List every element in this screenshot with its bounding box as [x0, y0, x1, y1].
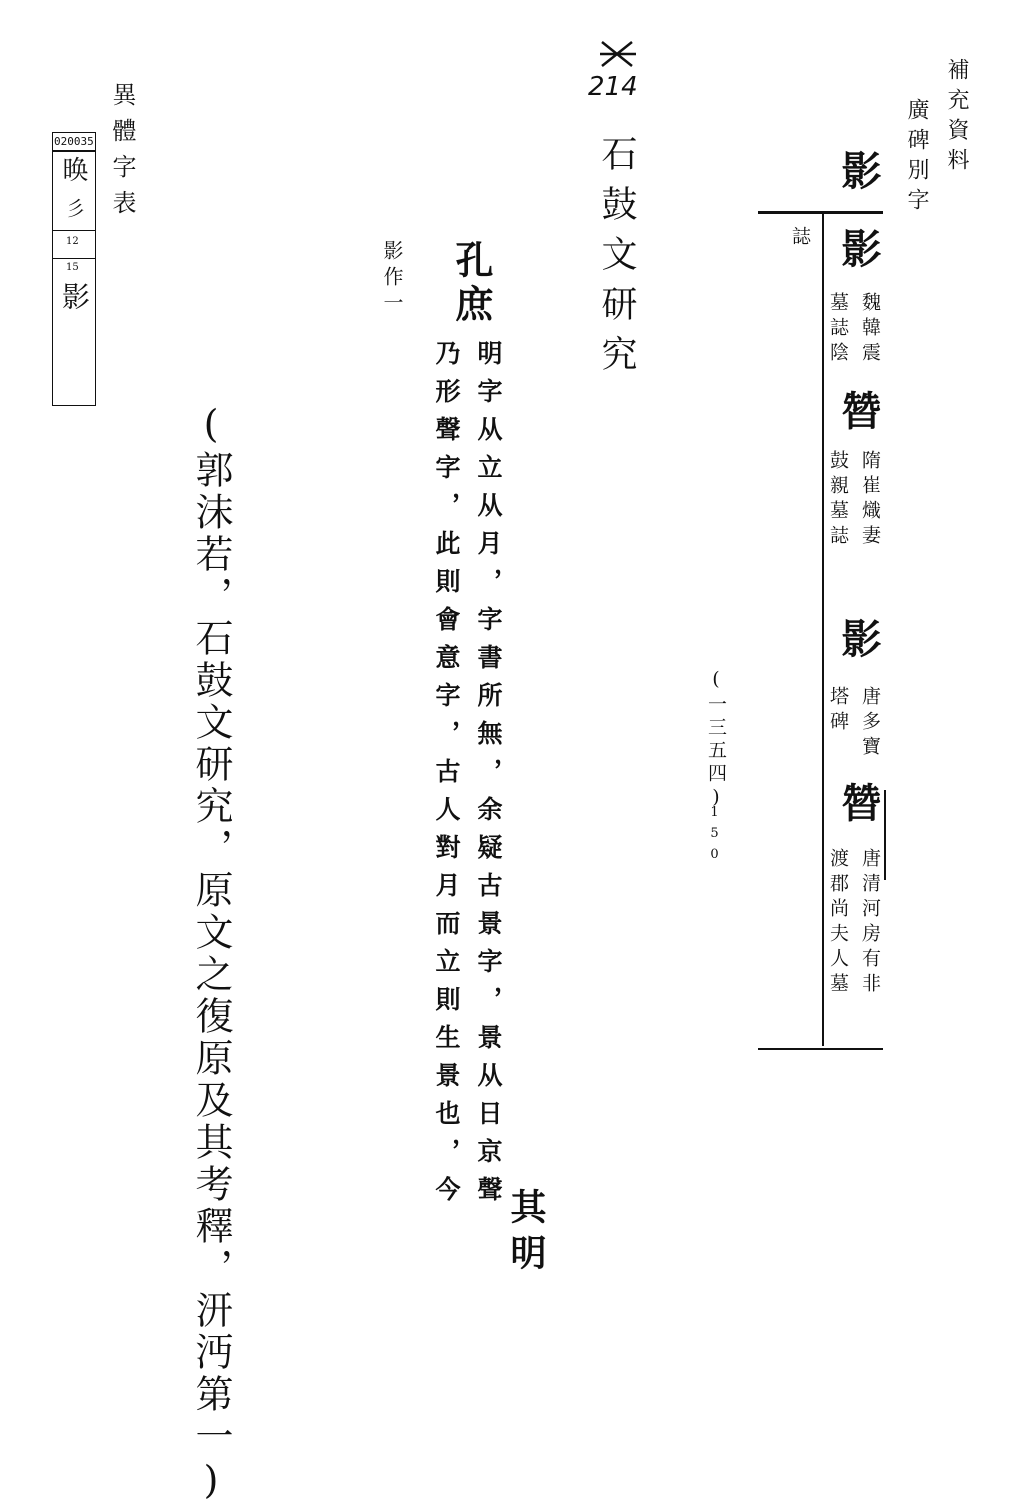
yiti-divider — [52, 150, 96, 152]
yiti-char: 彡 — [62, 198, 86, 218]
yiti-code: 020035 — [54, 135, 94, 148]
guangbei-head-char: 影 — [835, 150, 882, 190]
yiti-divider — [52, 258, 96, 259]
citation: (郭沫若，石鼓文研究，原文之復原及其考釋，汧沔第一) — [189, 402, 233, 1506]
guangbei-entry-char: 影 — [835, 618, 882, 658]
yiti-char: 影 — [58, 282, 91, 310]
x-mark-icon — [598, 38, 638, 74]
guo-end-chars: 其明 — [505, 1188, 547, 1280]
guangbei-entry-source: 鼓親墓誌 — [827, 450, 849, 550]
guo-title: 石鼓文研究 — [596, 135, 637, 385]
guangbei-entry-source: 隋崔熾妻 — [859, 450, 881, 550]
guangbei-entry-char: 影 — [835, 228, 882, 268]
guangbei-entry-source: 渡郡尚夫人墓 — [827, 848, 849, 998]
top-horizontal-rule — [758, 211, 883, 214]
yiti-char: 㬇 — [58, 156, 88, 182]
guo-annotation-col: 乃形聲字，此則會意字，古人對月而立則生景也，今 — [432, 340, 461, 1214]
guo-annotation-col: 明字从立从月，字書所無，余疑古景字，景从日京聲 — [474, 340, 503, 1214]
guangbei-entry-source: 唐多寶 — [859, 686, 881, 761]
guangbei-zhi-label: 誌 — [789, 226, 811, 251]
page-number: 150 — [707, 805, 722, 868]
guangbei-entry-source: 墓誌陰 — [827, 292, 849, 367]
guangbei-heading: 廣碑別字 — [904, 98, 929, 218]
guangbei-entry-char: 㬱 — [835, 390, 882, 430]
guo-head-chars: 孔庶 — [449, 240, 494, 328]
guangbei-entry-source: 魏韓震 — [859, 292, 881, 367]
supplement-heading: 補充資料 — [944, 58, 969, 178]
guangbei-entry-source: 塔碑 — [827, 686, 849, 736]
yiti-code: 15 — [66, 262, 79, 273]
right-vertical-rule — [884, 790, 886, 880]
entry-number: 214 — [588, 72, 638, 102]
page-mark: (一三五四) — [705, 668, 727, 812]
guangbei-entry-source: 唐清河房有非 — [859, 848, 881, 998]
yiti-title: 異體字表 — [108, 82, 136, 226]
bottom-horizontal-rule — [758, 1048, 883, 1050]
guangbei-entry-char: 㬱 — [835, 782, 882, 822]
guo-top-note: 影作一 — [380, 240, 404, 318]
yiti-divider — [52, 230, 96, 231]
left-vertical-rule — [822, 214, 824, 1046]
yiti-code: 12 — [66, 236, 79, 247]
